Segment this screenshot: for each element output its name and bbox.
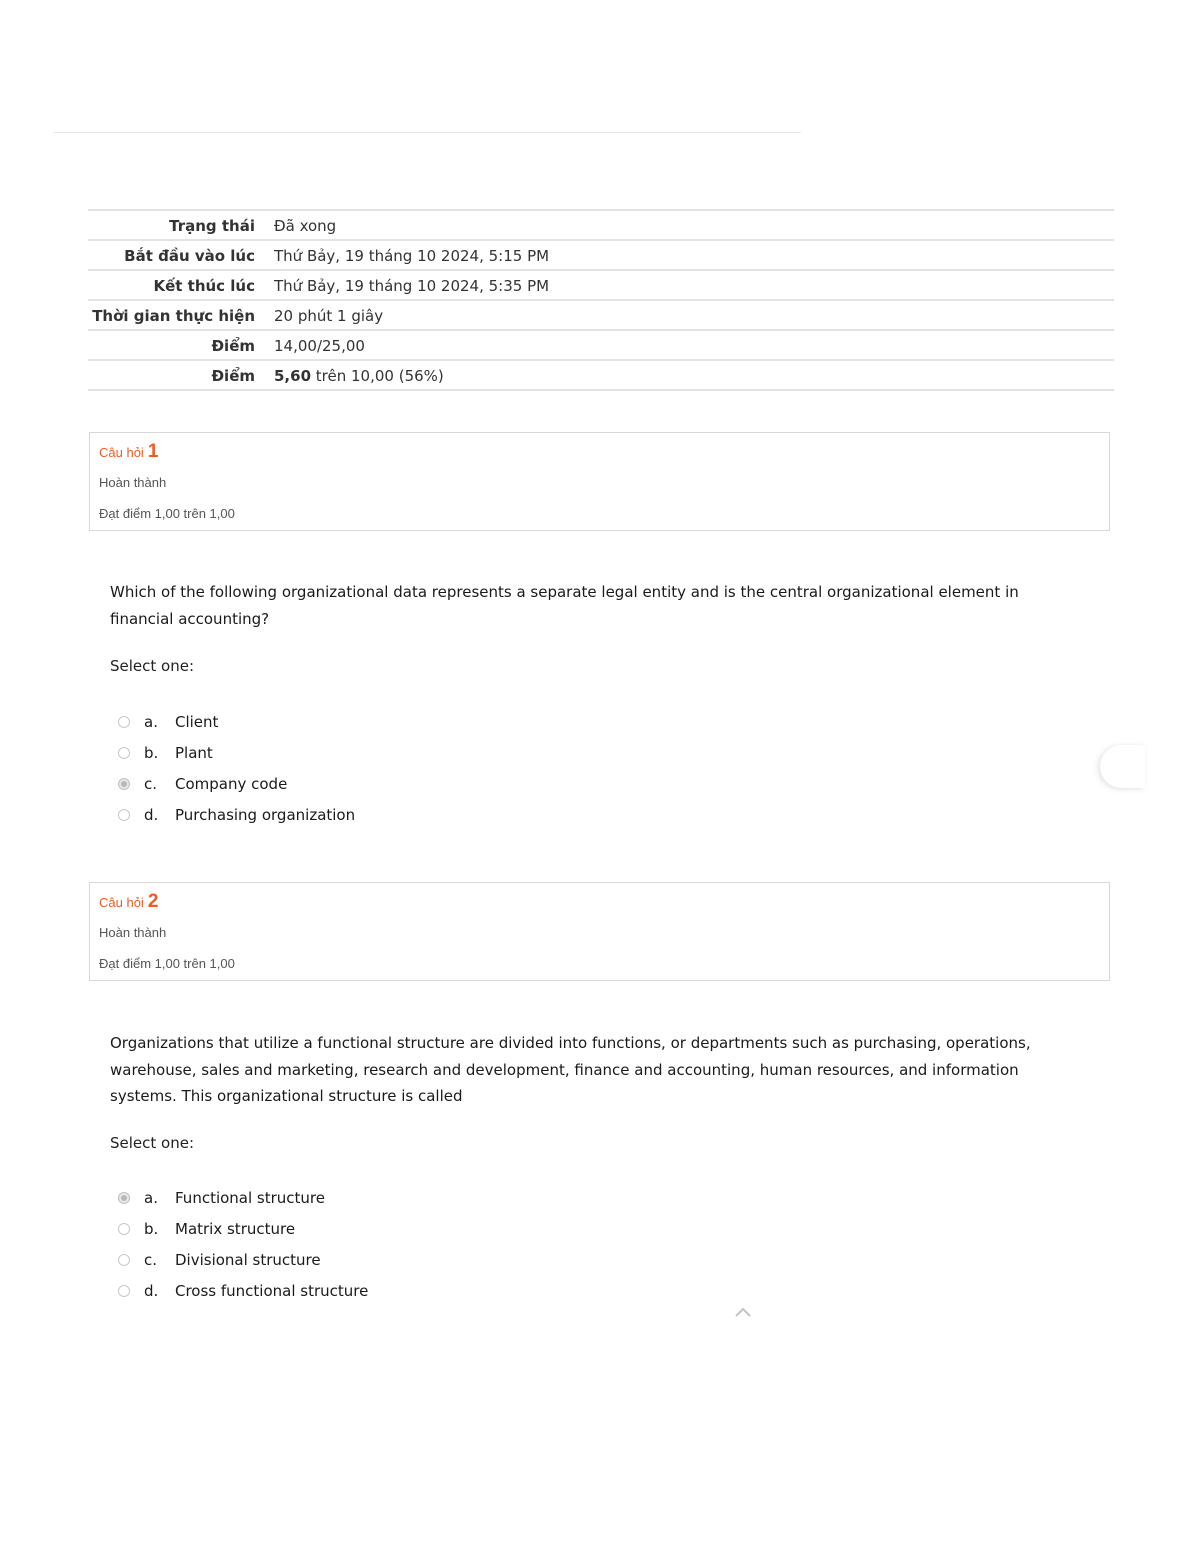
grade-score: 5,60 xyxy=(274,367,312,385)
summary-value: Đã xong xyxy=(274,217,337,235)
summary-row-marks xyxy=(88,329,1114,359)
summary-row-duration xyxy=(88,299,1114,329)
summary-value: Thứ Bảy, 19 tháng 10 2024, 5:35 PM xyxy=(274,277,550,295)
question-number-value: 1 xyxy=(147,441,159,462)
summary-label: Thời gian thực hiện xyxy=(92,307,255,325)
question-grade: Đạt điểm 1,00 trên 1,00 xyxy=(99,506,235,521)
summary-row-started xyxy=(88,239,1114,269)
option-letter: c. xyxy=(144,774,158,793)
answer-option[interactable] xyxy=(118,1213,368,1244)
answer-option[interactable] xyxy=(118,1244,368,1275)
question-grade: Đạt điểm 1,00 trên 1,00 xyxy=(99,956,235,971)
answer-options xyxy=(118,706,355,830)
answer-option[interactable] xyxy=(118,706,355,737)
option-label: Functional structure xyxy=(175,1188,325,1207)
select-one-prompt: Select one: xyxy=(110,1134,195,1152)
side-drawer-tab[interactable] xyxy=(1100,745,1145,788)
question-number xyxy=(99,441,158,463)
option-letter: d. xyxy=(144,805,159,824)
option-letter: b. xyxy=(144,743,159,762)
question-text: Organizations that utilize a functional structure are divided into functions, or departments such as purchasing, operations, warehouse, sales and marketing, research and development, finance and accounting, human resources, and information systems. This organizational structure is called xyxy=(110,1034,1031,1105)
question-number xyxy=(99,891,158,913)
question-info-box xyxy=(89,432,1110,531)
option-label: Cross functional structure xyxy=(175,1281,369,1300)
radio-button[interactable] xyxy=(118,1223,130,1235)
answer-option[interactable] xyxy=(118,1275,368,1306)
summary-value: 14,00/25,00 xyxy=(274,337,365,355)
summary-row-grade xyxy=(88,359,1114,389)
grade-rest: trên 10,00 (56%) xyxy=(311,367,444,385)
summary-label: Bắt đầu vào lúc xyxy=(124,247,255,265)
summary-label: Điểm xyxy=(211,337,255,355)
summary-label: Kết thúc lúc xyxy=(153,277,255,295)
option-letter: b. xyxy=(144,1219,159,1238)
summary-row-completed xyxy=(88,269,1114,299)
attempt-summary-table xyxy=(88,209,1114,391)
option-label: Matrix structure xyxy=(175,1219,296,1238)
question-info-box xyxy=(89,882,1110,981)
summary-value: 20 phút 1 giây xyxy=(274,307,384,325)
summary-label: Điểm xyxy=(211,367,255,385)
question-state: Hoàn thành xyxy=(99,475,167,490)
top-divider xyxy=(54,132,801,133)
question-number-value: 2 xyxy=(147,891,159,912)
radio-button[interactable] xyxy=(118,1254,130,1266)
radio-button[interactable] xyxy=(118,809,130,821)
option-letter: a. xyxy=(144,1188,158,1207)
answer-option-selected[interactable] xyxy=(118,1182,368,1213)
option-letter: a. xyxy=(144,712,158,731)
question-text: Which of the following organizational data represents a separate legal entity and is the central organizational element in financial accounting? xyxy=(110,583,1019,628)
summary-value: Thứ Bảy, 19 tháng 10 2024, 5:15 PM xyxy=(274,247,550,265)
radio-button[interactable] xyxy=(118,716,130,728)
answer-options xyxy=(118,1182,368,1306)
option-label: Company code xyxy=(175,774,288,793)
select-one-prompt: Select one: xyxy=(110,657,195,675)
answer-option-selected[interactable] xyxy=(118,768,355,799)
radio-button-checked[interactable] xyxy=(118,1192,130,1204)
summary-bottom-border xyxy=(88,389,1114,391)
radio-button[interactable] xyxy=(118,747,130,759)
question-prefix: Câu hỏi xyxy=(99,895,144,910)
chevron-up-icon[interactable] xyxy=(733,1305,753,1321)
radio-button[interactable] xyxy=(118,1285,130,1297)
option-letter: d. xyxy=(144,1281,159,1300)
question-prefix: Câu hỏi xyxy=(99,445,144,460)
question-state: Hoàn thành xyxy=(99,925,167,940)
option-label: Divisional structure xyxy=(175,1250,321,1269)
summary-row-state xyxy=(88,209,1114,239)
option-label: Purchasing organization xyxy=(175,805,356,824)
radio-button-checked[interactable] xyxy=(118,778,130,790)
option-label: Client xyxy=(175,712,219,731)
answer-option[interactable] xyxy=(118,799,355,830)
summary-label: Trạng thái xyxy=(169,217,255,235)
option-letter: c. xyxy=(144,1250,158,1269)
answer-option[interactable] xyxy=(118,737,355,768)
option-label: Plant xyxy=(175,743,213,762)
summary-value xyxy=(255,361,444,389)
